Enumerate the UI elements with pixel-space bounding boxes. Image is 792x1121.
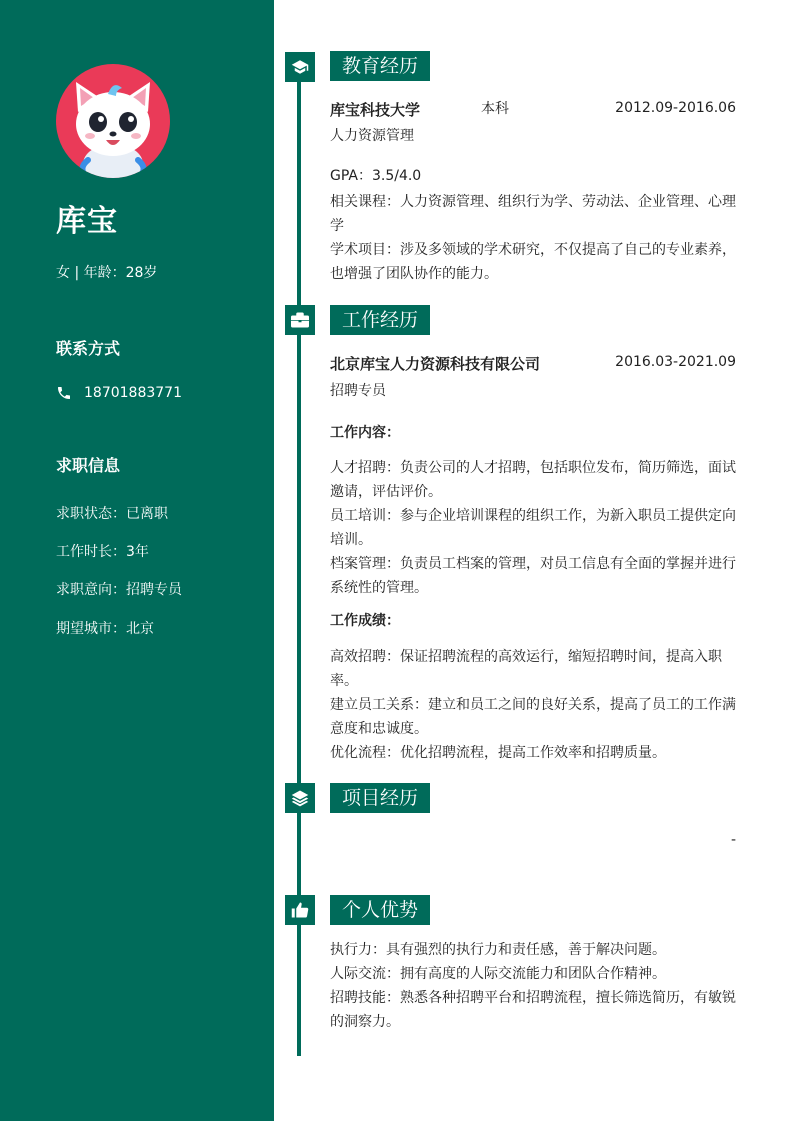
candidate-name: 库宝 xyxy=(56,204,118,239)
work-content-heading: 工作内容： xyxy=(330,425,400,441)
strength-item: 人际交流：拥有高度的人际交流能力和团队合作精神。 xyxy=(330,966,666,982)
work-achievements xyxy=(330,645,736,765)
thumbs-up-icon xyxy=(285,895,315,925)
achievements-heading: 工作成绩： xyxy=(330,613,400,629)
contact-heading: 联系方式 xyxy=(56,339,121,358)
sidebar xyxy=(0,0,274,1121)
education-title: 教育经历 xyxy=(330,51,430,81)
academic-project: 学术项目：涉及多领域的学术研究，不仅提高了自己的专业素养，也增强了团队协作的能力。 xyxy=(330,242,736,282)
strengths-list xyxy=(330,938,736,1034)
phone-icon xyxy=(56,385,72,401)
phone-number: 18701883771 xyxy=(84,385,182,401)
avatar xyxy=(56,64,170,178)
strengths-title: 个人优势 xyxy=(330,895,430,925)
work-title: 工作经历 xyxy=(330,305,430,335)
education-period: 2012.09-2016.06 xyxy=(615,100,736,116)
major: 人力资源管理 xyxy=(330,128,414,144)
briefcase-icon xyxy=(285,305,315,335)
company-name: 北京库宝人力资源科技有限公司 xyxy=(330,355,541,373)
education-details xyxy=(330,164,736,286)
layers-icon xyxy=(285,783,315,813)
mascot-image xyxy=(56,64,170,178)
work-duration: 工作时长：3年 xyxy=(56,544,149,560)
job-info-heading: 求职信息 xyxy=(56,456,121,475)
work-period: 2016.03-2021.09 xyxy=(615,354,736,370)
graduation-cap-icon xyxy=(285,52,315,82)
projects-placeholder: - xyxy=(730,832,736,848)
job-intention: 求职意向：招聘专员 xyxy=(56,582,182,598)
work-content-item: 人才招聘：负责公司的人才招聘，包括职位发布，简历筛选，面试邀请，评估评价。 xyxy=(330,460,736,500)
basic-info: 女 | 年龄：28岁 xyxy=(56,265,158,281)
school-name: 库宝科技大学 xyxy=(330,101,421,119)
achievement-item: 优化流程：优化招聘流程，提高工作效率和招聘质量。 xyxy=(330,745,666,761)
strength-item: 招聘技能：熟悉各种招聘平台和招聘流程，擅长筛选简历，有敏锐的洞察力。 xyxy=(330,990,736,1030)
expected-city: 期望城市：北京 xyxy=(56,621,154,637)
position: 招聘专员 xyxy=(330,383,386,399)
achievement-item: 建立员工关系：建立和员工之间的良好关系，提高了员工的工作满意度和忠诚度。 xyxy=(330,697,736,737)
degree: 本科 xyxy=(481,101,509,117)
work-content xyxy=(330,456,736,600)
gpa: GPA：3.5/4.0 xyxy=(330,168,422,184)
projects-title: 项目经历 xyxy=(330,783,430,813)
strength-item: 执行力：具有强烈的执行力和责任感，善于解决问题。 xyxy=(330,942,666,958)
work-content-item: 档案管理：负责员工档案的管理，对员工信息有全面的掌握并进行系统性的管理。 xyxy=(330,556,736,596)
courses: 相关课程：人力资源管理、组织行为学、劳动法、企业管理、心理学 xyxy=(330,194,736,234)
work-content-item: 员工培训：参与企业培训课程的组织工作，为新入职员工提供定向培训。 xyxy=(330,508,736,548)
achievement-item: 高效招聘：保证招聘流程的高效运行，缩短招聘时间，提高入职率。 xyxy=(330,649,722,689)
phone-row xyxy=(56,385,182,401)
job-status: 求职状态：已离职 xyxy=(56,506,168,522)
